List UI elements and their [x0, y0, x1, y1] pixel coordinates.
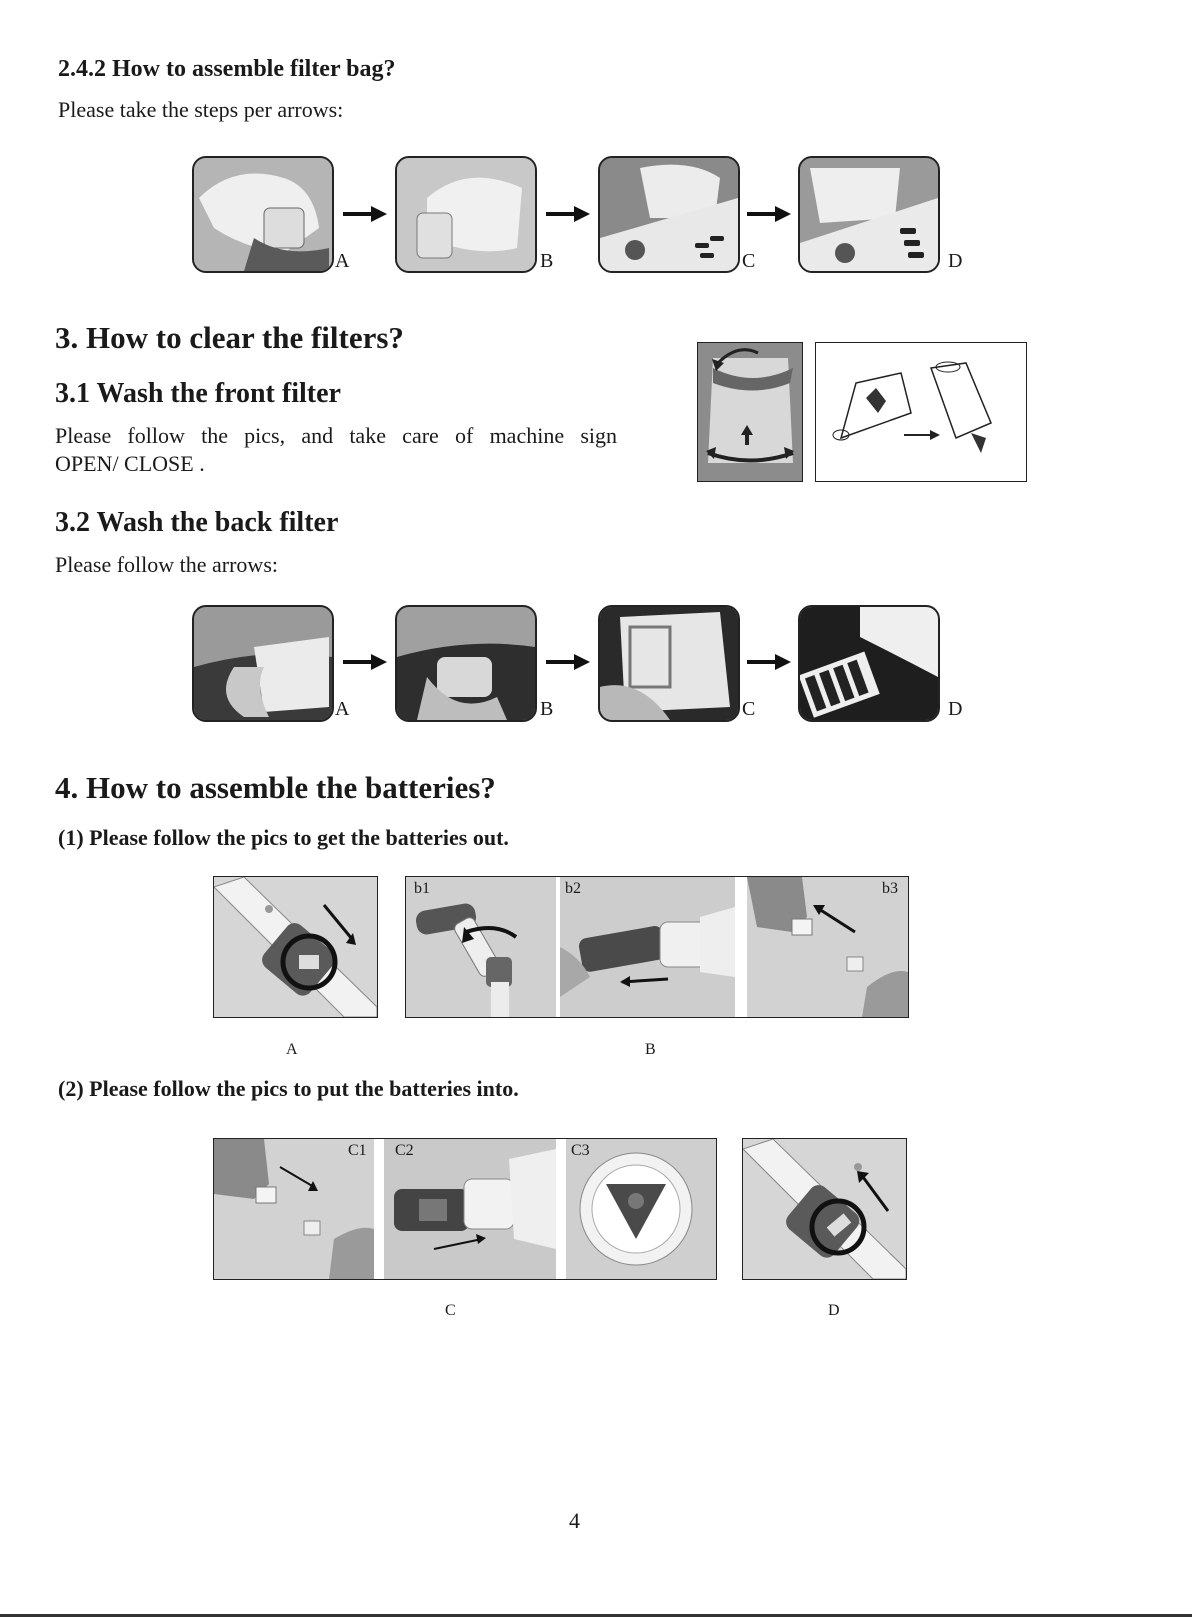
filter-bag-step-d-photo: [798, 156, 940, 273]
batteries-out-step-a-photo: [213, 876, 378, 1018]
batteries-out-instruction: (1) Please follow the pics to get the batteries out.: [58, 825, 509, 850]
caption-c: C: [445, 1302, 456, 1319]
battery-step-b2-photo: [560, 877, 735, 1017]
right-arrow-icon: [343, 654, 387, 670]
caption-d: D: [828, 1302, 840, 1319]
back-filter-step-a-photo: [192, 605, 334, 722]
back-filter-step-d-photo: [798, 605, 940, 722]
step-label-c: C: [742, 250, 756, 272]
section-heading-4: 4. How to assemble the batteries?: [55, 770, 496, 805]
battery-step-b3-photo: [747, 877, 908, 1017]
battery-step-c3-photo: [566, 1139, 716, 1279]
step-label-a: A: [335, 698, 350, 720]
sub-label-c2: C2: [395, 1142, 414, 1159]
section-heading-3: 3. How to clear the filters?: [55, 320, 404, 355]
front-filter-text-line2: OPEN/ CLOSE .: [55, 451, 205, 476]
step-label-d: D: [948, 698, 963, 720]
subsection-heading-3-1: 3.1 Wash the front filter: [55, 378, 341, 409]
right-arrow-icon: [747, 654, 791, 670]
filter-bag-step-b-photo: [395, 156, 537, 273]
right-arrow-icon: [546, 654, 590, 670]
batteries-in-instruction: (2) Please follow the pics to put the batteries into.: [58, 1076, 519, 1101]
step-label-d: D: [948, 250, 963, 272]
front-filter-empty-diagram: [815, 342, 1027, 482]
step-label-a: A: [335, 250, 350, 272]
sub-label-b1: b1: [414, 880, 430, 897]
caption-b: B: [645, 1041, 656, 1058]
right-arrow-icon: [343, 206, 387, 222]
section-instruction: Please take the steps per arrows:: [58, 97, 344, 122]
step-label-c: C: [742, 698, 756, 720]
batteries-out-step-b-strip: [405, 876, 909, 1018]
section-heading-2-4-2: 2.4.2 How to assemble filter bag?: [58, 56, 396, 82]
batteries-in-step-d-photo: [742, 1138, 907, 1280]
sub-label-c3: C3: [571, 1142, 590, 1159]
sub-label-c1: C1: [348, 1142, 367, 1159]
filter-bag-step-a-photo: [192, 156, 334, 273]
step-label-b: B: [540, 250, 554, 272]
right-arrow-icon: [546, 206, 590, 222]
batteries-in-step-c-strip: [213, 1138, 717, 1280]
filter-bag-step-c-photo: [598, 156, 740, 273]
sub-label-b2: b2: [565, 880, 581, 897]
battery-step-c1-photo: [214, 1139, 374, 1279]
subsection-heading-3-2: 3.2 Wash the back filter: [55, 507, 339, 538]
sub-label-b3: b3: [882, 880, 898, 897]
back-filter-instruction: Please follow the arrows:: [55, 552, 278, 577]
page-number: 4: [569, 1508, 580, 1533]
battery-step-c2-photo: [384, 1139, 556, 1279]
front-filter-open-close-photo: [697, 342, 803, 482]
step-label-b: B: [540, 698, 554, 720]
right-arrow-icon: [747, 206, 791, 222]
front-filter-text-line1: Please follow the pics, and take care of machine sign: [55, 423, 617, 448]
back-filter-step-b-photo: [395, 605, 537, 722]
back-filter-step-c-photo: [598, 605, 740, 722]
caption-a: A: [286, 1041, 298, 1058]
battery-step-b1-photo: [406, 877, 556, 1017]
